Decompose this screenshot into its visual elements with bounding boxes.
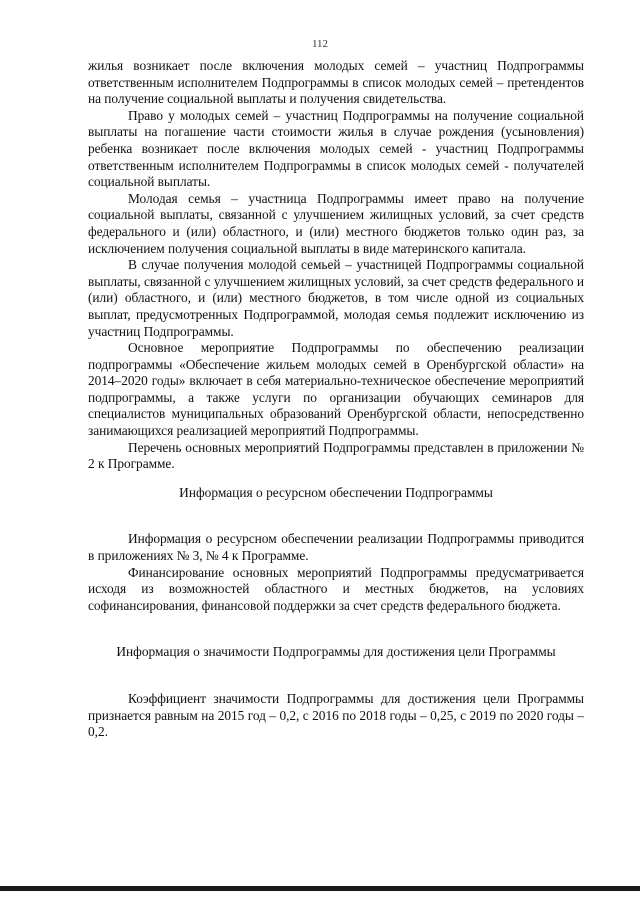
spacer <box>88 501 584 531</box>
paragraph-financing: Финансирование основных мероприятий Подпрограммы предусматривается исходя из возможностей областного и местных бюджетов, на условиях софинансирования, финансовой поддержки за счет средств федерального бюджета. <box>88 564 584 613</box>
page-number: 112 <box>311 38 329 50</box>
paragraph-child-birth-right: Право у молодых семей – участниц Подпрограммы на получение социальной выплаты на погашение части стоимости жилья в случае рождения (усыновления) ребенка возникает после включения молодых семей - участниц Подпрограммы ответственным исполнителем Подпрограммы в список молодых семей - получателей социальной выплаты. <box>88 107 584 190</box>
spacer <box>88 661 584 691</box>
paragraph-activities-list: Перечень основных мероприятий Подпрограммы представлен в приложении № 2 к Программе. <box>88 439 584 472</box>
spacer <box>88 473 584 485</box>
paragraph-resource-info: Информация о ресурсном обеспечении реализации Подпрограммы приводится в приложениях № 3, № 4 к Программе. <box>88 531 584 564</box>
document-body <box>88 58 584 741</box>
heading-significance: Информация о значимости Подпрограммы для достижения цели Программы <box>116 644 556 660</box>
bottom-scan-border <box>0 886 640 891</box>
spacer <box>88 614 584 644</box>
paragraph-exclusion: В случае получения молодой семьей – участницей Подпрограммы социальной выплаты, связанной с улучшением жилищных условий, за счет средств федерального и (или) областного, и (или) местного бюджетов, в том числе одной из социальных выплат, предусмотренных Подпрограммой, молодая семья подлежит исключению из участниц Подпрограммы. <box>88 257 584 339</box>
paragraph-main-activity: Основное мероприятие Подпрограммы по обеспечению реализации подпрограммы «Обеспечение жильем молодых семей в Оренбургской области» на 2014–2020 годы» включает в себя материально-техническое обеспечение мероприятий подпрограммы, а также услуги по организации обучающих семинаров для специалистов муниципальных образований Оренбургской области, непосредственно занимающихся реализацией мероприятий Подпрограммы. <box>88 340 584 439</box>
heading-resource-support: Информация о ресурсном обеспечении Подпрограммы <box>179 484 493 500</box>
paragraph-continuation: жилья возникает после включения молодых семей – участниц Подпрограммы ответственным исполнителем Подпрограммы в список молодых семей – претендентов на получение социальной выплаты и получения свидетельства. <box>88 58 584 107</box>
paragraph-significance-coefficient: Коэффициент значимости Подпрограммы для достижения цели Программы признается равным на 2015 год – 0,2, с 2016 по 2018 годы – 0,25, с 2019 по 2020 годы – 0,2. <box>88 691 584 740</box>
paragraph-one-time-right: Молодая семья – участница Подпрограммы имеет право на получение социальной выплаты, связанной с улучшением жилищных условий, за счет средств федерального и (или) областного, и (или) местного бюджетов только один раз, за исключением получения социальной выплаты в виде материнского капитала. <box>88 190 584 256</box>
